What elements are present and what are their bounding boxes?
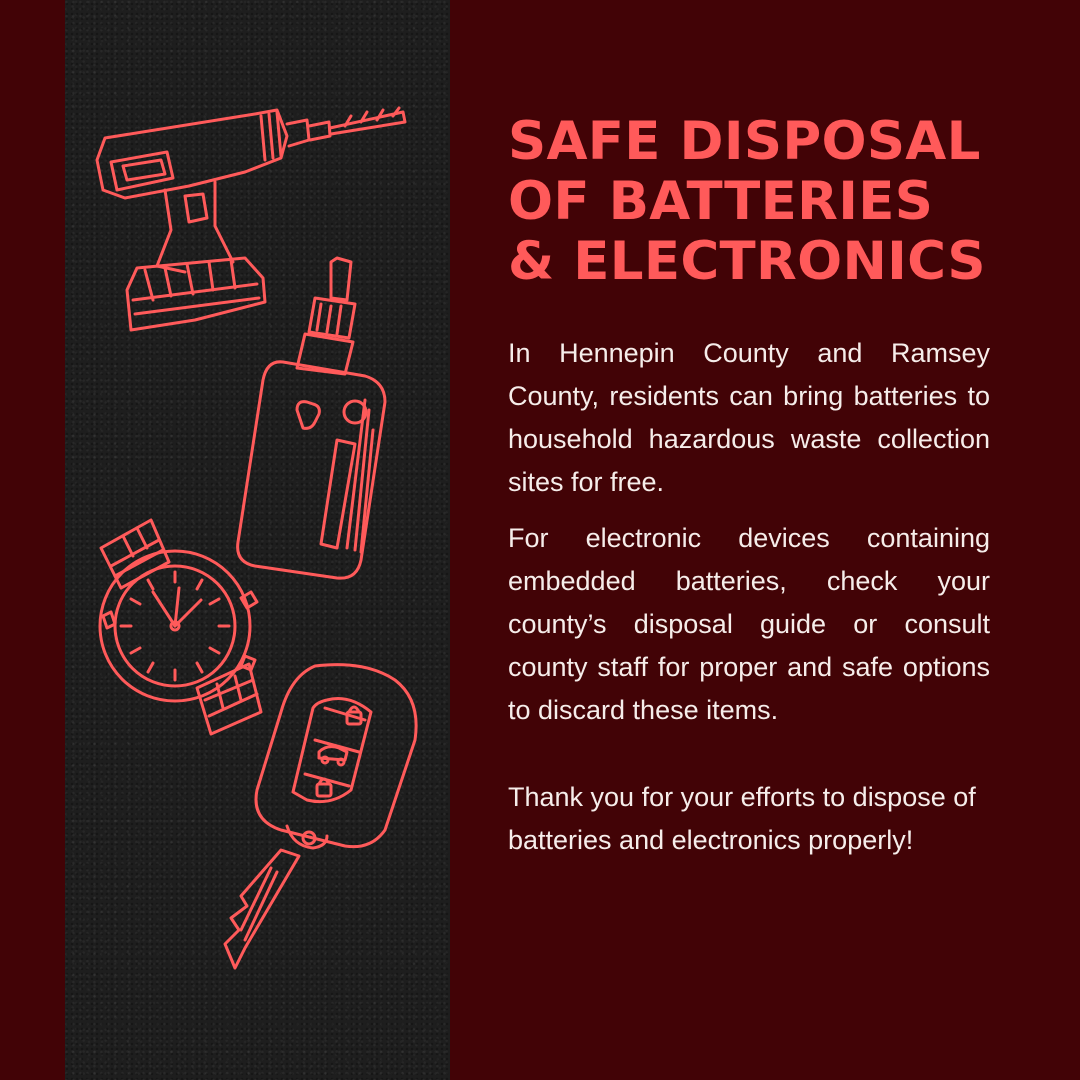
title-line: SAFE DISPOSAL <box>508 111 981 172</box>
text-column <box>508 112 990 875</box>
paragraph-drop-off-sites: In Hennepin County and Ramsey County, residents can bring batteries to household hazardous waste collection sites for free. <box>508 338 990 497</box>
title-line: & ELECTRONICS <box>508 231 986 292</box>
closing-thanks: Thank you for your efforts to dispose of batteries and electronics properly! <box>508 782 976 855</box>
paragraph-embedded-batteries: For electronic devices containing embedded batteries, check your county’s disposal guide or consult county staff for proper and safe options to discard these items. <box>508 523 990 725</box>
car-key-fob-icon <box>225 665 416 968</box>
illustration-panel <box>65 0 450 1080</box>
vape-device-icon <box>238 258 385 578</box>
body-text <box>508 332 990 862</box>
drill-icon <box>97 108 405 330</box>
page-title <box>508 112 990 292</box>
title-line: OF BATTERIES <box>508 171 934 232</box>
